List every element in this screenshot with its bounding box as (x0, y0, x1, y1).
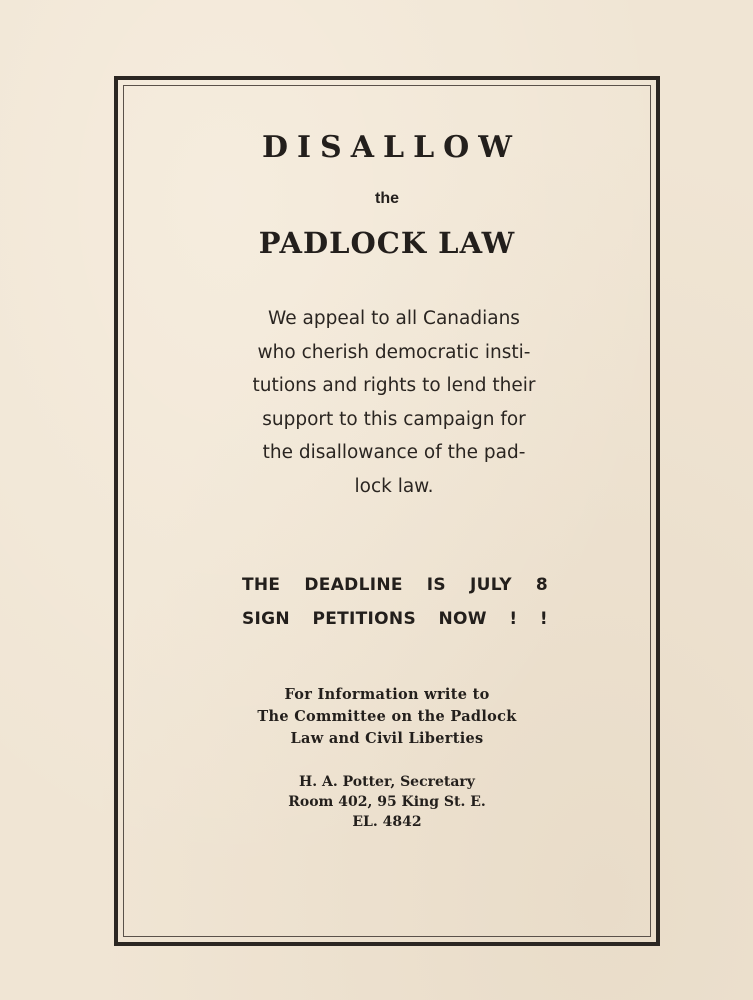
contact-phone: EL. 4842 (352, 814, 422, 830)
appeal-paragraph (242, 302, 546, 503)
contact-address: Room 402, 95 King St. E. (288, 794, 486, 810)
appeal-line: tutions and rights to lend their (252, 375, 536, 396)
contact-name: H. A. Potter, Secretary (299, 774, 475, 790)
deadline-notice (242, 568, 548, 636)
poster-title: PADLOCK LAW (258, 226, 516, 260)
info-line: For Information write to (284, 686, 490, 703)
appeal-line: who cherish democratic insti- (257, 341, 531, 363)
committee-line: The Committee on the Padlock (257, 708, 517, 725)
info-block (118, 684, 656, 750)
appeal-line: support to this campaign for (262, 408, 526, 430)
contact-block (118, 772, 656, 832)
appeal-line: lock law. (354, 475, 434, 497)
deadline-line: THE DEADLINE IS JULY 8 (242, 575, 548, 595)
poster-headline: DISALLOW (261, 130, 521, 165)
committee-line: Law and Civil Liberties (290, 730, 484, 747)
appeal-line: We appeal to all Canadians (268, 308, 520, 329)
appeal-line: the disallowance of the pad- (262, 442, 526, 463)
poster-frame (114, 76, 660, 946)
poster-connector: the (375, 190, 399, 207)
petition-call-line: SIGN PETITIONS NOW ! ! (242, 609, 548, 629)
